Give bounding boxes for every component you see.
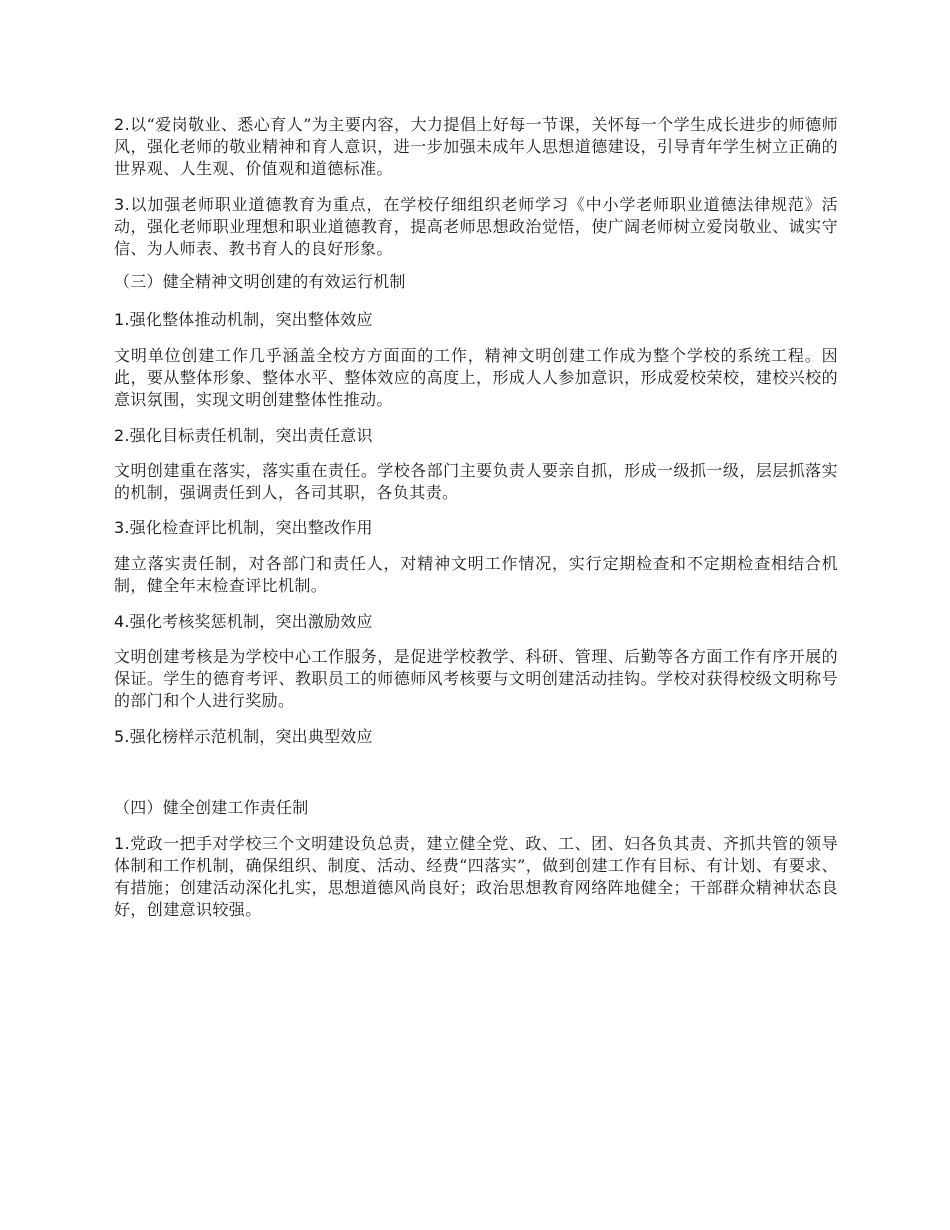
subheading-5: 5.强化榜样示范机制，突出典型效应 (114, 727, 373, 746)
paragraph-responsibility (114, 460, 838, 504)
paragraph-leadership (114, 833, 838, 921)
paragraph-2-teacher-ethics (114, 114, 838, 180)
paragraph-text: 党政一把手对学校三个文明建设负总责，建立健全党、政、工、团、妇各负其责、齐抓共管的领导体制和工作机制，确保组织、制度、活动、经费“四落实”，做到创建工作有目标、有计划、有要求、有措施；创建活动深化扎实，思想道德风尚良好；政治思想教育网络阵地健全；干部群众精神状态良好，创建意识较强。 (114, 834, 838, 919)
paragraph-number: 1. (114, 834, 131, 853)
paragraph-number: 3. (114, 195, 131, 214)
paragraph-assessment (114, 646, 838, 712)
section-title-3: （三）健全精神文明创建的有效运行机制 (114, 272, 406, 291)
subheading-4: 4.强化考核奖惩机制，突出激励效应 (114, 612, 373, 631)
paragraph-text: 文明单位创建工作几乎涵盖全校方方面面的工作，精神文明创建工作成为整个学校的系统工程。因此，要从整体形象、整体水平、整体效应的高度上，形成人人参加意识，形成爱校荣校，建校兴校的意识氛围，实现文明创建整体性推动。 (114, 346, 838, 409)
paragraph-text: 以“爱岗敬业、悉心育人”为主要内容，大力提倡上好每一节课，关怀每一个学生成长进步的师德师风，强化老师的敬业精神和育人意识，进一步加强未成年人思想道德建设，引导青年学生树立正确的世界观、人生观、价值观和道德标准。 (114, 115, 838, 178)
paragraph-number: 2. (114, 115, 131, 134)
subheading-2: 2.强化目标责任机制，突出责任意识 (114, 426, 373, 445)
subheading-1: 1.强化整体推动机制，突出整体效应 (114, 310, 373, 329)
paragraph-text: 建立落实责任制，对各部门和责任人，对精神文明工作情况，实行定期检查和不定期检查相结合机制，健全年末检查评比机制。 (114, 554, 838, 595)
subheading-3: 3.强化检查评比机制，突出整改作用 (114, 518, 373, 537)
section-title-4: （四）健全创建工作责任制 (114, 798, 309, 817)
paragraph-text: 文明创建重在落实，落实重在责任。学校各部门主要负责人要亲自抓，形成一级抓一级，层层抓落实的机制，强调责任到人，各司其职，各负其责。 (114, 461, 838, 502)
paragraph-overall (114, 345, 838, 411)
paragraph-inspection (114, 553, 838, 597)
paragraph-text: 文明创建考核是为学校中心工作服务，是促进学校教学、科研、管理、后勤等各方面工作有序开展的保证。学生的德育考评、教职员工的师德师风考核要与文明创建活动挂钩。学校对获得校级文明称号的部门和个人进行奖励。 (114, 647, 838, 710)
paragraph-3-professional-ethics (114, 194, 838, 260)
paragraph-text: 以加强老师职业道德教育为重点，在学校仔细组织老师学习《中小学老师职业道德法律规范》活动，强化老师职业理想和职业道德教育，提高老师思想政治觉悟，使广阔老师树立爱岗敬业、诚实守信、为人师表、教书育人的良好形象。 (114, 195, 838, 258)
